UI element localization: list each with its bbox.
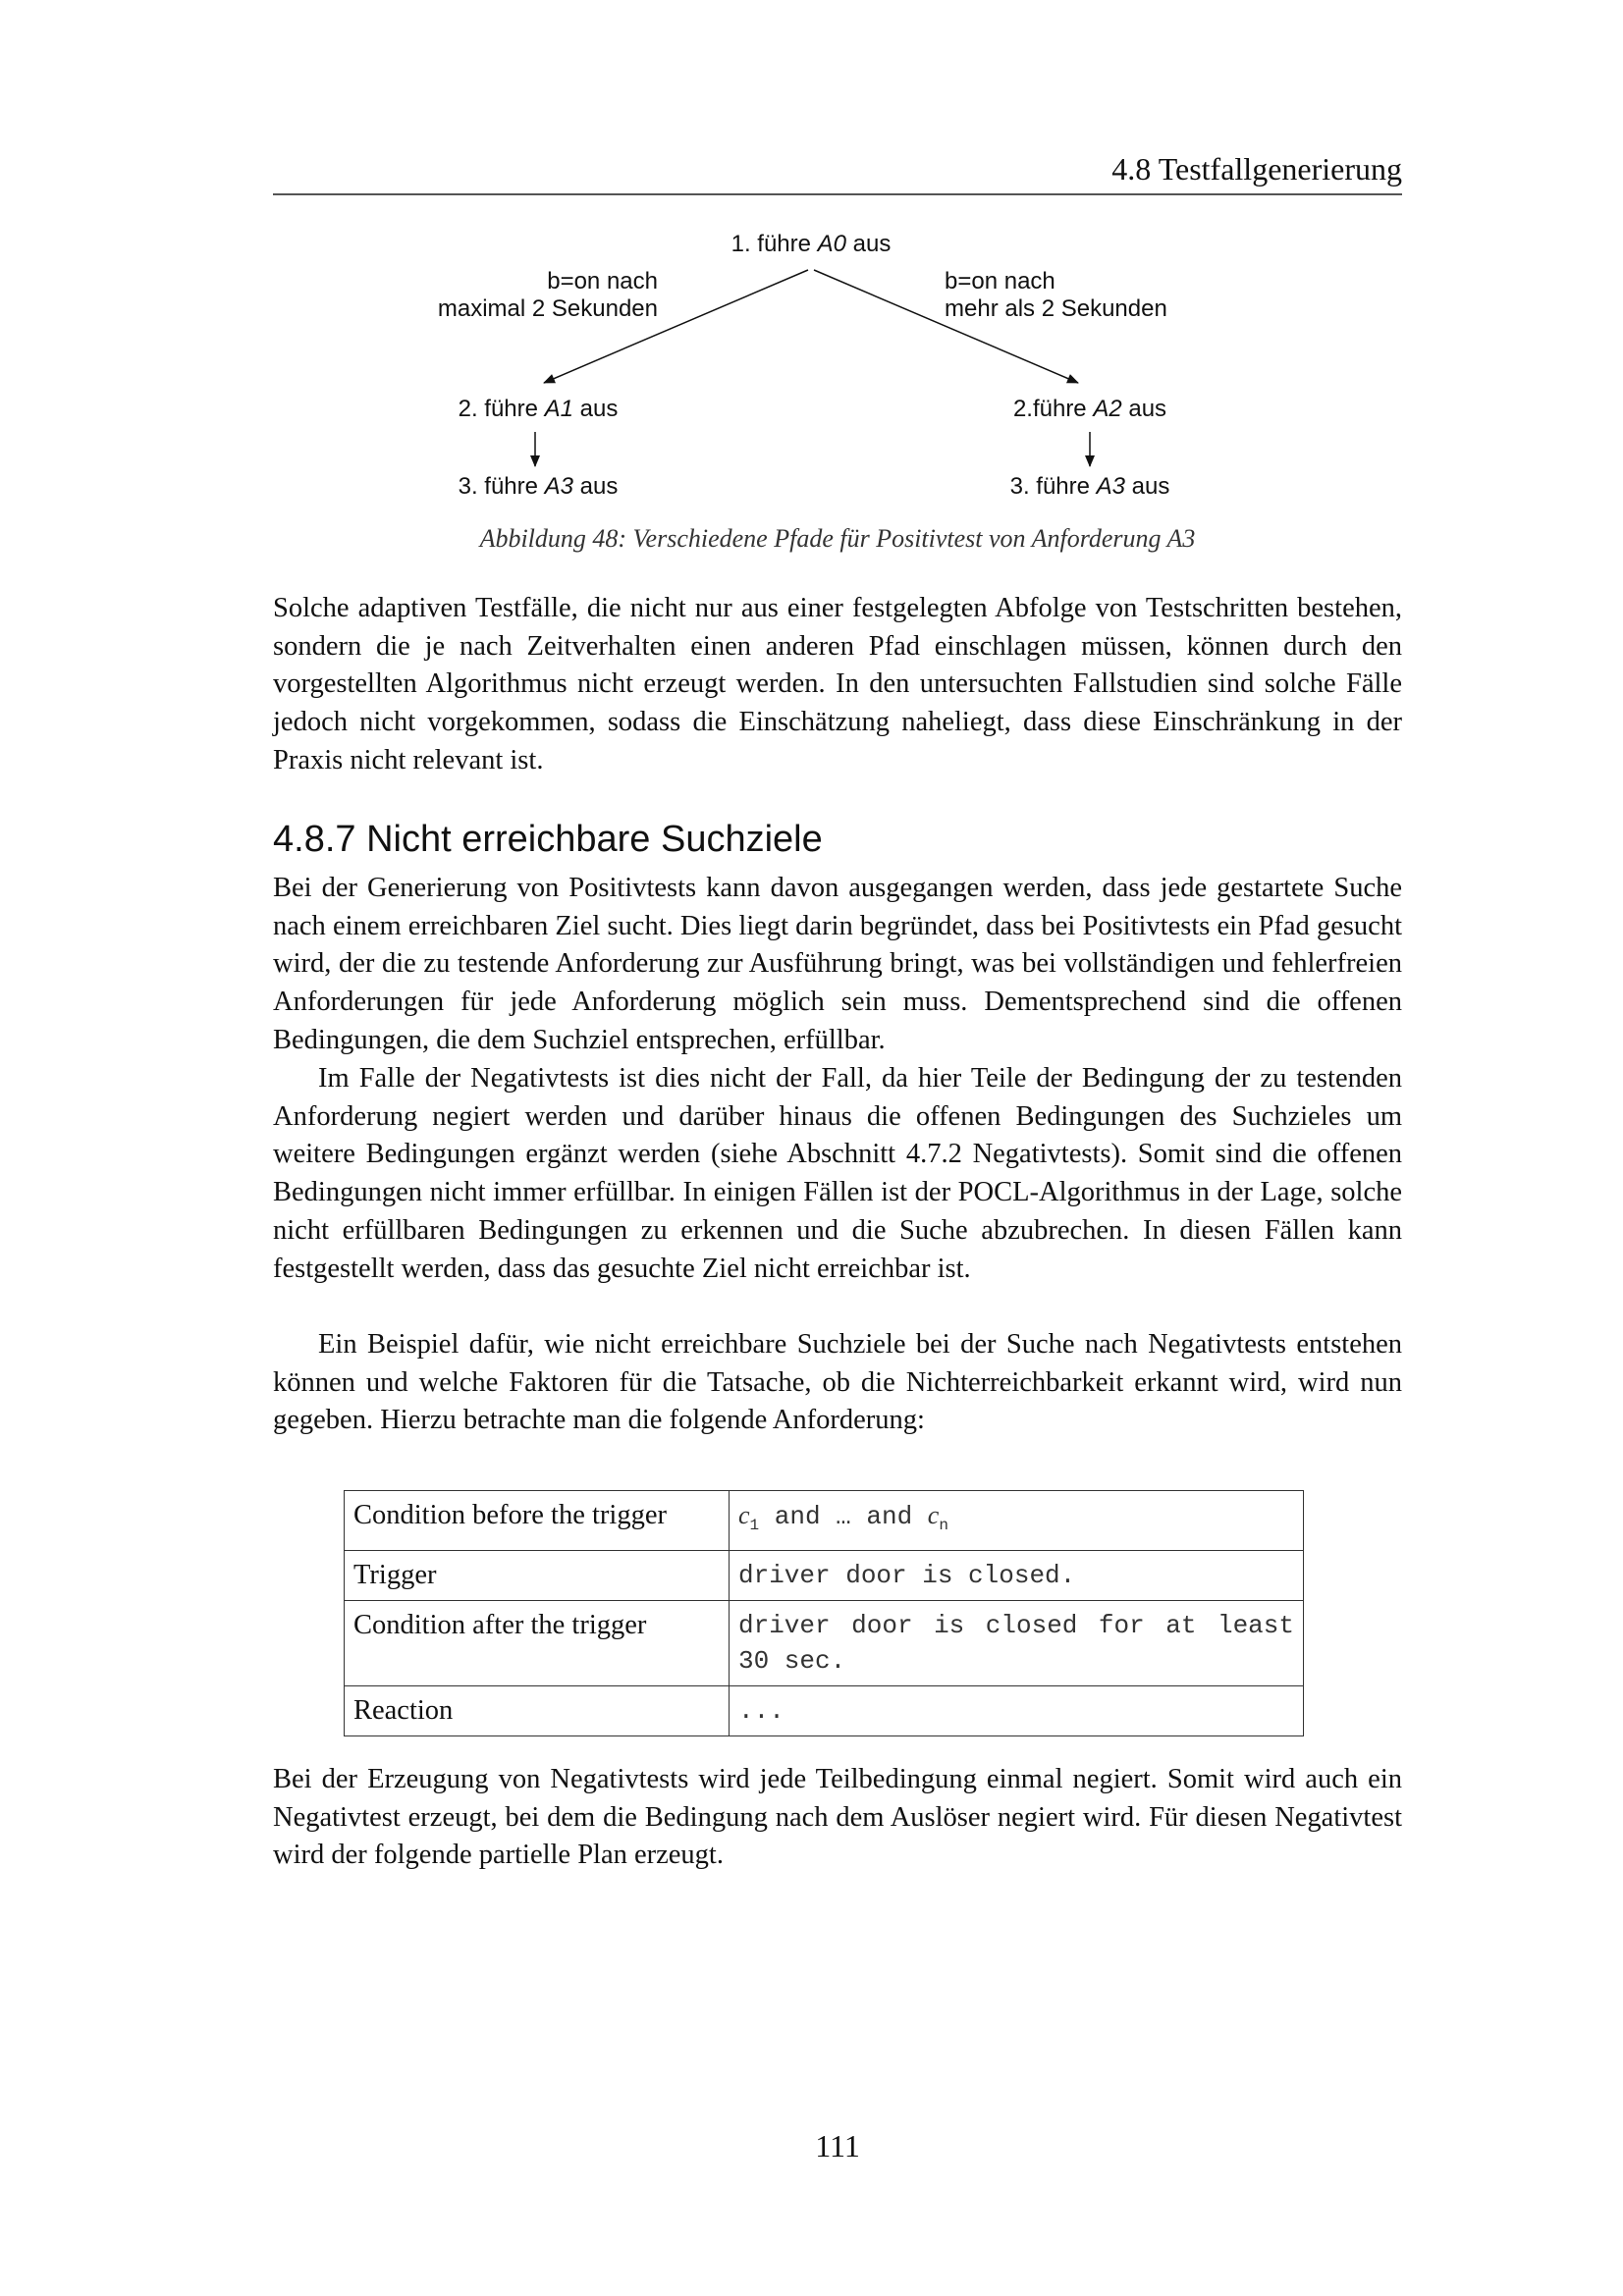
running-header: 4.8 Testfallgenerierung [1111, 151, 1402, 187]
requirement-table [344, 1490, 1304, 1736]
left-edge-label-line2: maximal 2 Sekunden [437, 295, 658, 322]
top-node: 1. führe A0 aus [730, 231, 892, 257]
left-edge-label-line1: b=on nach [547, 268, 658, 294]
table-row [345, 1551, 1304, 1601]
paragraph-5: Bei der Erzeugung von Negativtests wird jede Teilbedingung einmal negiert. Somit wird auch ein Negativtest erzeugt, bei dem die Bedingung nach dem Auslöser negiert wird. Für diesen Negativtest wird der folgende partielle Plan erzeugt. [273, 1764, 1402, 1871]
paragraph-3: Im Falle der Negativtests ist dies nicht der Fall, da hier Teile der Bedingung der zu testenden Anforderung negiert werden und darüber hinaus die offenen Bedingungen des Suchzieles um weitere Bedingungen ergänzt werden (siehe Abschnitt 4.7.2 Negativtests). Somit sind die offenen Bedingungen nicht immer erfüllbar. In einigen Fällen ist der POCL-Algorithmus in der Lage, solche nicht erfüllbaren Bedingungen zu erkennen und die Suche abzubrechen. In diesen Fällen kann festgestellt werden, dass das gesuchte Ziel nicht erreichbar ist. [273, 1063, 1402, 1284]
left-step2: 2. führe A1 aus [458, 396, 619, 422]
right-step2: 2.führe A2 aus [1012, 396, 1167, 422]
left-step3: 3. führe A3 aus [458, 473, 619, 500]
paragraph-1: Solche adaptiven Testfälle, die nicht nur aus einer festgelegten Abfolge von Testschritten bestehen, sondern die je nach Zeitverhalten einen anderen Pfad einschlagen müssen, können durch den vorgestellten Algorithmus nicht erzeugt werden. In den untersuchten Fallstudien sind solche Fälle jedoch nicht vorgekommen, sodass die Einschätzung naheliegt, dass diese Einschränkung in der Praxis nicht relevant ist. [273, 593, 1402, 775]
right-edge-label-line2: mehr als 2 Sekunden [945, 295, 1167, 322]
section-heading: 4.8.7 Nicht erreichbare Suchziele [273, 819, 823, 860]
table-value-cell: driver door is closed for at least 30 sec. [730, 1601, 1304, 1686]
table-value-cell: $c_1$ and … and $c_n$ [730, 1491, 1304, 1551]
right-step3: 3. führe A3 aus [1009, 473, 1170, 500]
right-edge-label-line1: b=on nach [945, 268, 1055, 294]
table-label-cell: Reaction [345, 1686, 730, 1736]
table-value-cell: ... [730, 1686, 1304, 1736]
table-label-cell: Trigger [345, 1551, 730, 1601]
table-row [345, 1491, 1304, 1551]
table-label-cell: Condition before the trigger [345, 1491, 730, 1551]
table-value-cell: driver door is closed. [730, 1551, 1304, 1601]
figure-caption: Abbildung 48: Verschiedene Pfade für Positivtest von Anforderung A3 [479, 524, 1196, 553]
paragraph-2: Bei der Generierung von Positivtests kann davon ausgegangen werden, dass jede gestartete Suche nach einem erreichbaren Ziel sucht. Dies liegt darin begründet, dass bei Positivtests ein Pfad gesucht wird, der die zu testende Anforderung zur Ausführung bringt, was bei vollständigen und fehlerfreien Anforderungen für jede Anforderung möglich sein muss. Dementsprechend sind die offenen Bedingungen, die dem Suchziel entsprechen, erfüllbar. [273, 873, 1402, 1055]
figure-adaptive-paths [0, 0, 1623, 550]
paragraph-4: Ein Beispiel dafür, wie nicht erreichbare Suchziele bei der Suche nach Negativtests entstehen können und welche Faktoren für die Tatsache, ob die Nichterreichbarkeit erkannt wird, wird nun gegeben. Hierzu betrachte man die folgende Anforderung: [273, 1329, 1402, 1436]
page-number: 111 [815, 2128, 860, 2163]
table-label-cell: Condition after the trigger [345, 1601, 730, 1686]
table-row [345, 1601, 1304, 1686]
table-row [345, 1686, 1304, 1736]
